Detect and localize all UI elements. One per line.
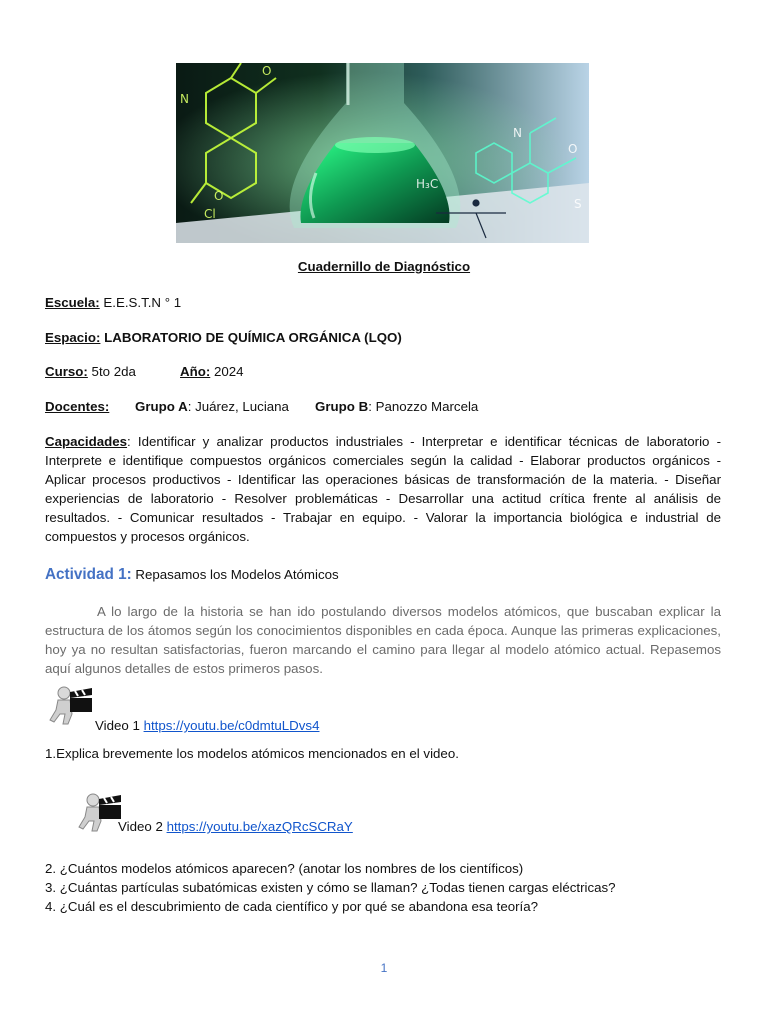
year-label: Año: (180, 364, 211, 379)
course-line (45, 362, 136, 381)
capacities-text: : Identificar y analizar productos industriales - Interpretar e identificar técnicas de laboratorio - Interprete e identifique compuestos orgánicos comerciales según la calidad - Elaborar productos orgánicos - Aplicar procesos productivos - Identificar las operaciones básicas de transformación de la materia. - Diseñar experiencias de laboratorio - Resolver problemáticas - Desarrollar una actitud crítica frente al análisis de resultados. - Comunicar resultados - Trabajar en equipo. - Valorar la importancia biológica e industrial de compuestos y procesos orgánicos. (45, 434, 721, 544)
year-value: 2024 (210, 364, 244, 379)
activity-label: Actividad 1: (45, 566, 132, 583)
activity-title: Repasamos los Modelos Atómicos (131, 567, 339, 582)
video1-label: Video 1 (95, 718, 144, 733)
school-line (45, 293, 181, 312)
svg-text:H₃C: H₃C (416, 177, 439, 191)
activity-intro: A lo largo de la historia se han ido postulando diversos modelos atómicos, que buscaban explicar la estructura de los átomos según los conocimientos disponibles en cada época. Aunque las primeras explicaciones, hoy ya no resultan satisfactorias, fueron marcando el camino para llegar al modelo atómico actual. Repasemos aquí algunos detalles de estos primeros pasos. (45, 604, 721, 676)
group-a-value: : Juárez, Luciana (187, 399, 289, 414)
video1-link[interactable]: https://youtu.be/c0dmtuLDvs4 (143, 718, 320, 733)
group-b-value: : Panozzo Marcela (368, 399, 479, 414)
video2-label: Video 2 (118, 819, 167, 834)
capacities-paragraph (45, 432, 721, 546)
course-value: 5to 2da (87, 364, 136, 379)
chemistry-flask-image (176, 63, 589, 243)
svg-text:Cl: Cl (204, 207, 216, 221)
svg-text:O: O (214, 189, 224, 203)
school-label: Escuela: (45, 295, 100, 310)
teachers-line (45, 397, 109, 416)
question-3: 3. ¿Cuántas partículas subatómicas existen y cómo se llaman? ¿Todas tienen cargas eléctricas? (45, 880, 616, 895)
video2-line (118, 817, 353, 836)
question-4: 4. ¿Cuál es el descubrimiento de cada científico y por qué se abandona esa teoría? (45, 899, 539, 914)
clapperboard-icon (77, 793, 123, 833)
svg-text:N: N (180, 92, 189, 106)
svg-text:N: N (513, 126, 522, 140)
svg-text:O: O (568, 142, 578, 156)
space-label: Espacio: (45, 330, 101, 345)
activity-heading (45, 565, 339, 585)
page-number: 1 (380, 961, 388, 975)
svg-text:S: S (574, 197, 582, 211)
space-line (45, 328, 402, 347)
school-value: E.E.S.T.N ° 1 (99, 295, 182, 310)
group-b (315, 397, 478, 416)
svg-text:O: O (262, 64, 272, 78)
group-a-label: Grupo A (135, 399, 188, 414)
capacities-label: Capacidades (45, 434, 128, 449)
question-2: 2. ¿Cuántos modelos atómicos aparecen? (anotar los nombres de los científicos) (45, 861, 524, 876)
video1-line (95, 716, 319, 735)
group-b-label: Grupo B (315, 399, 369, 414)
clapperboard-icon (48, 686, 94, 726)
year-line (180, 362, 244, 381)
document-title: Cuadernillo de Diagnóstico (297, 259, 471, 274)
course-label: Curso: (45, 364, 88, 379)
video2-link[interactable]: https://youtu.be/xazQRcSCRaY (166, 819, 353, 834)
teachers-label: Docentes: (45, 399, 110, 414)
group-a (135, 397, 289, 416)
flask-illustration (176, 63, 589, 243)
space-value: LABORATORIO DE QUÍMICA ORGÁNICA (LQO) (100, 330, 402, 345)
question-1: 1.Explica brevemente los modelos atómicos mencionados en el video. (45, 746, 459, 761)
